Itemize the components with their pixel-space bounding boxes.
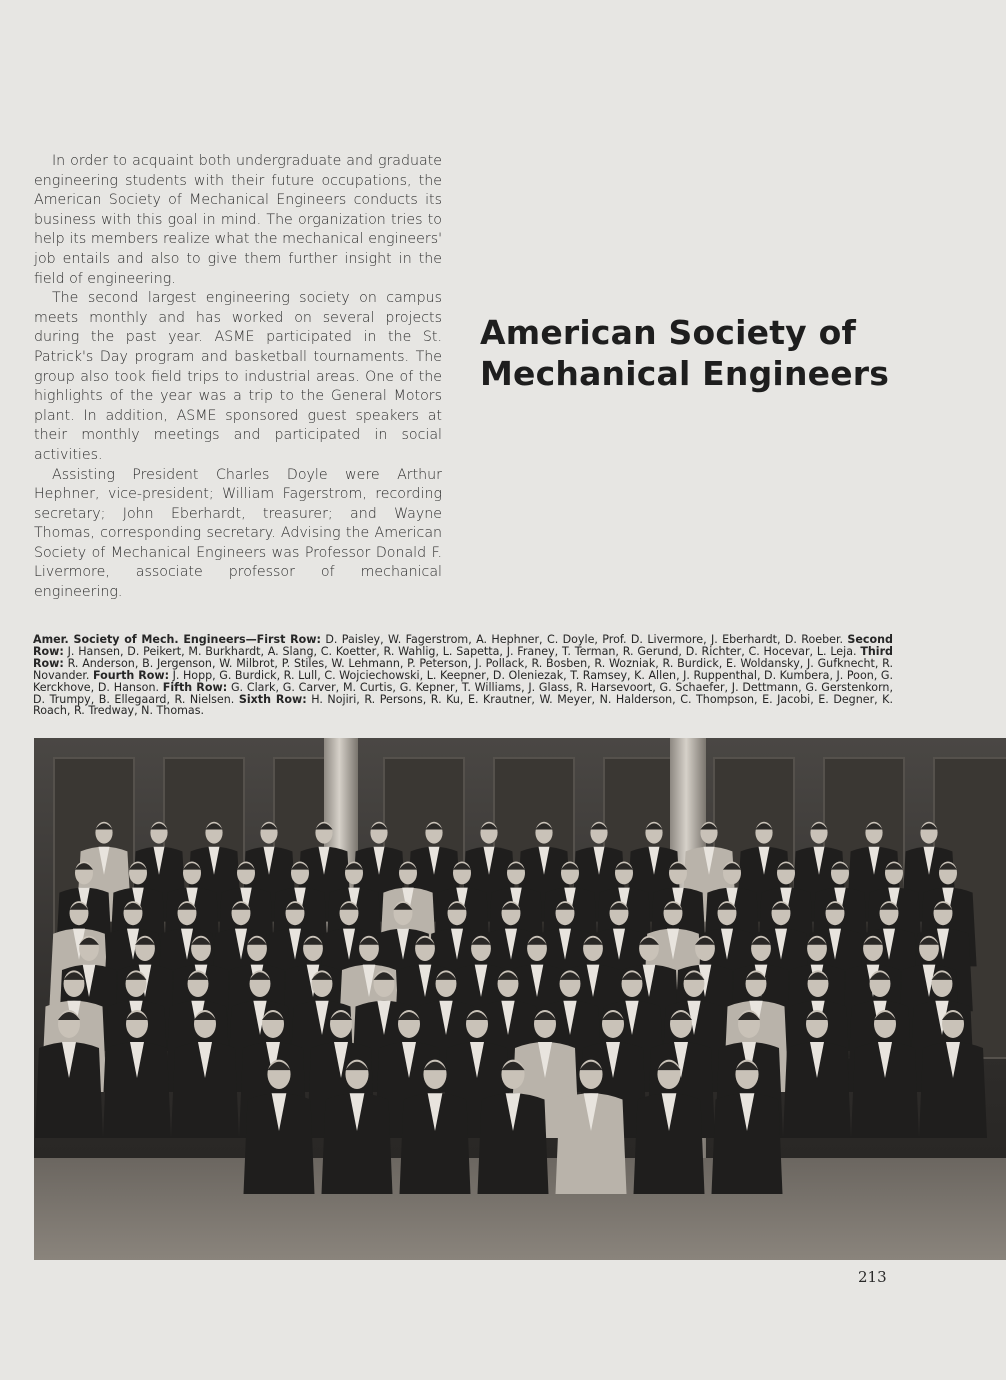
caption-row-1-label: First Row: [256, 633, 321, 646]
page-title [480, 312, 980, 394]
page-title-line-1: American Society of [480, 313, 857, 352]
caption-group-label: Amer. Society of Mech. Engineers— [33, 633, 257, 646]
caption-row-4-label: Fourth Row: [92, 668, 170, 682]
caption-row-6-label: Sixth Row: [238, 692, 307, 706]
caption-row-5-names: G. Clark, G. Carver, M. Curtis, G. Kepner, T. Williams, J. Glass, R. Harsevoort, G. Schaefer, J. Dettmann, G. Gerstenkorn, D. Trumpy, B. Ellegaard, R. Nielsen. [33, 680, 893, 706]
page-title-line-2: Mechanical Engineers [480, 354, 890, 393]
caption-row-3-label: Third Row: [33, 644, 893, 670]
caption-row-1-names: D. Paisley, W. Fagerstrom, A. Hephner, C. Doyle, Prof. D. Livermore, J. Eberhardt, D. Roeber. [320, 633, 848, 646]
photo-caption [33, 634, 893, 717]
caption-row-2-label: Second Row: [33, 633, 893, 658]
caption-row-5-label: Fifth Row: [162, 680, 228, 694]
page-number: 213 [858, 1268, 887, 1286]
article-text [34, 152, 442, 603]
article-paragraph-1: In order to acquaint both undergraduate and graduate engineering students with their future occupations, the American Society of Mechanical Engineers conducts its business with this goal in mind. The organization tries to help its members realize what the mechanical engineers' job entails and also to give them further insight in the field of engineering. [34, 153, 442, 287]
article-paragraph-2: The second largest engineering society on campus meets monthly and has worked on several projects during the past year. ASME participated in the St. Patrick's Day program and basketball tournaments. The group also took field trips to industrial areas. One of the highlights of the year was a trip to the General Motors plant. In addition, ASME sponsored guest speakers at their monthly meetings and participated in social activities. [34, 290, 442, 463]
group-photo-image [34, 738, 1006, 1260]
article-paragraph-3: Assisting President Charles Doyle were Arthur Hephner, vice-president; William Fagerstrom, recording secretary; John Eberhardt, treasurer; and Wayne Thomas, corresponding secretary. Advising the American Society of Mechanical Engineers was Professor Donald F. Livermore, associate professor of mechanical engineering. [34, 466, 442, 601]
group-photo [34, 738, 1006, 1260]
caption-row-6-names: H. Nojiri, R. Persons, R. Ku, E. Krautner, W. Meyer, N. Halderson, C. Thompson, E. Jacobi, E. Degner, K. Roach, R. Tredway, N. Thomas. [33, 692, 893, 718]
caption-row-4-names: J. Hopp, G. Burdick, R. Lull, C. Wojciechowski, L. Keepner, D. Oleniezak, T. Ramsey, K. Allen, J. Ruppenthal, D. Kumbera, J. Poon, G. Kerckhove, D. Hanson. [33, 668, 893, 694]
caption-row-3-names: R. Anderson, B. Jergenson, W. Milbrot, P. Stiles, W. Lehmann, P. Peterson, J. Pollack, R. Bosben, R. Wozniak, R. Burdick, E. Woldansky, J. Gufknecht, R. Novander. [33, 656, 893, 682]
caption-row-2-names: J. Hansen, D. Peikert, M. Burkhardt, A. Slang, C. Koetter, R. Wahlig, L. Sapetta, J. Franey, T. Terman, R. Gerund, D. Richter, C. Hocevar, L. Leja. [63, 644, 861, 658]
